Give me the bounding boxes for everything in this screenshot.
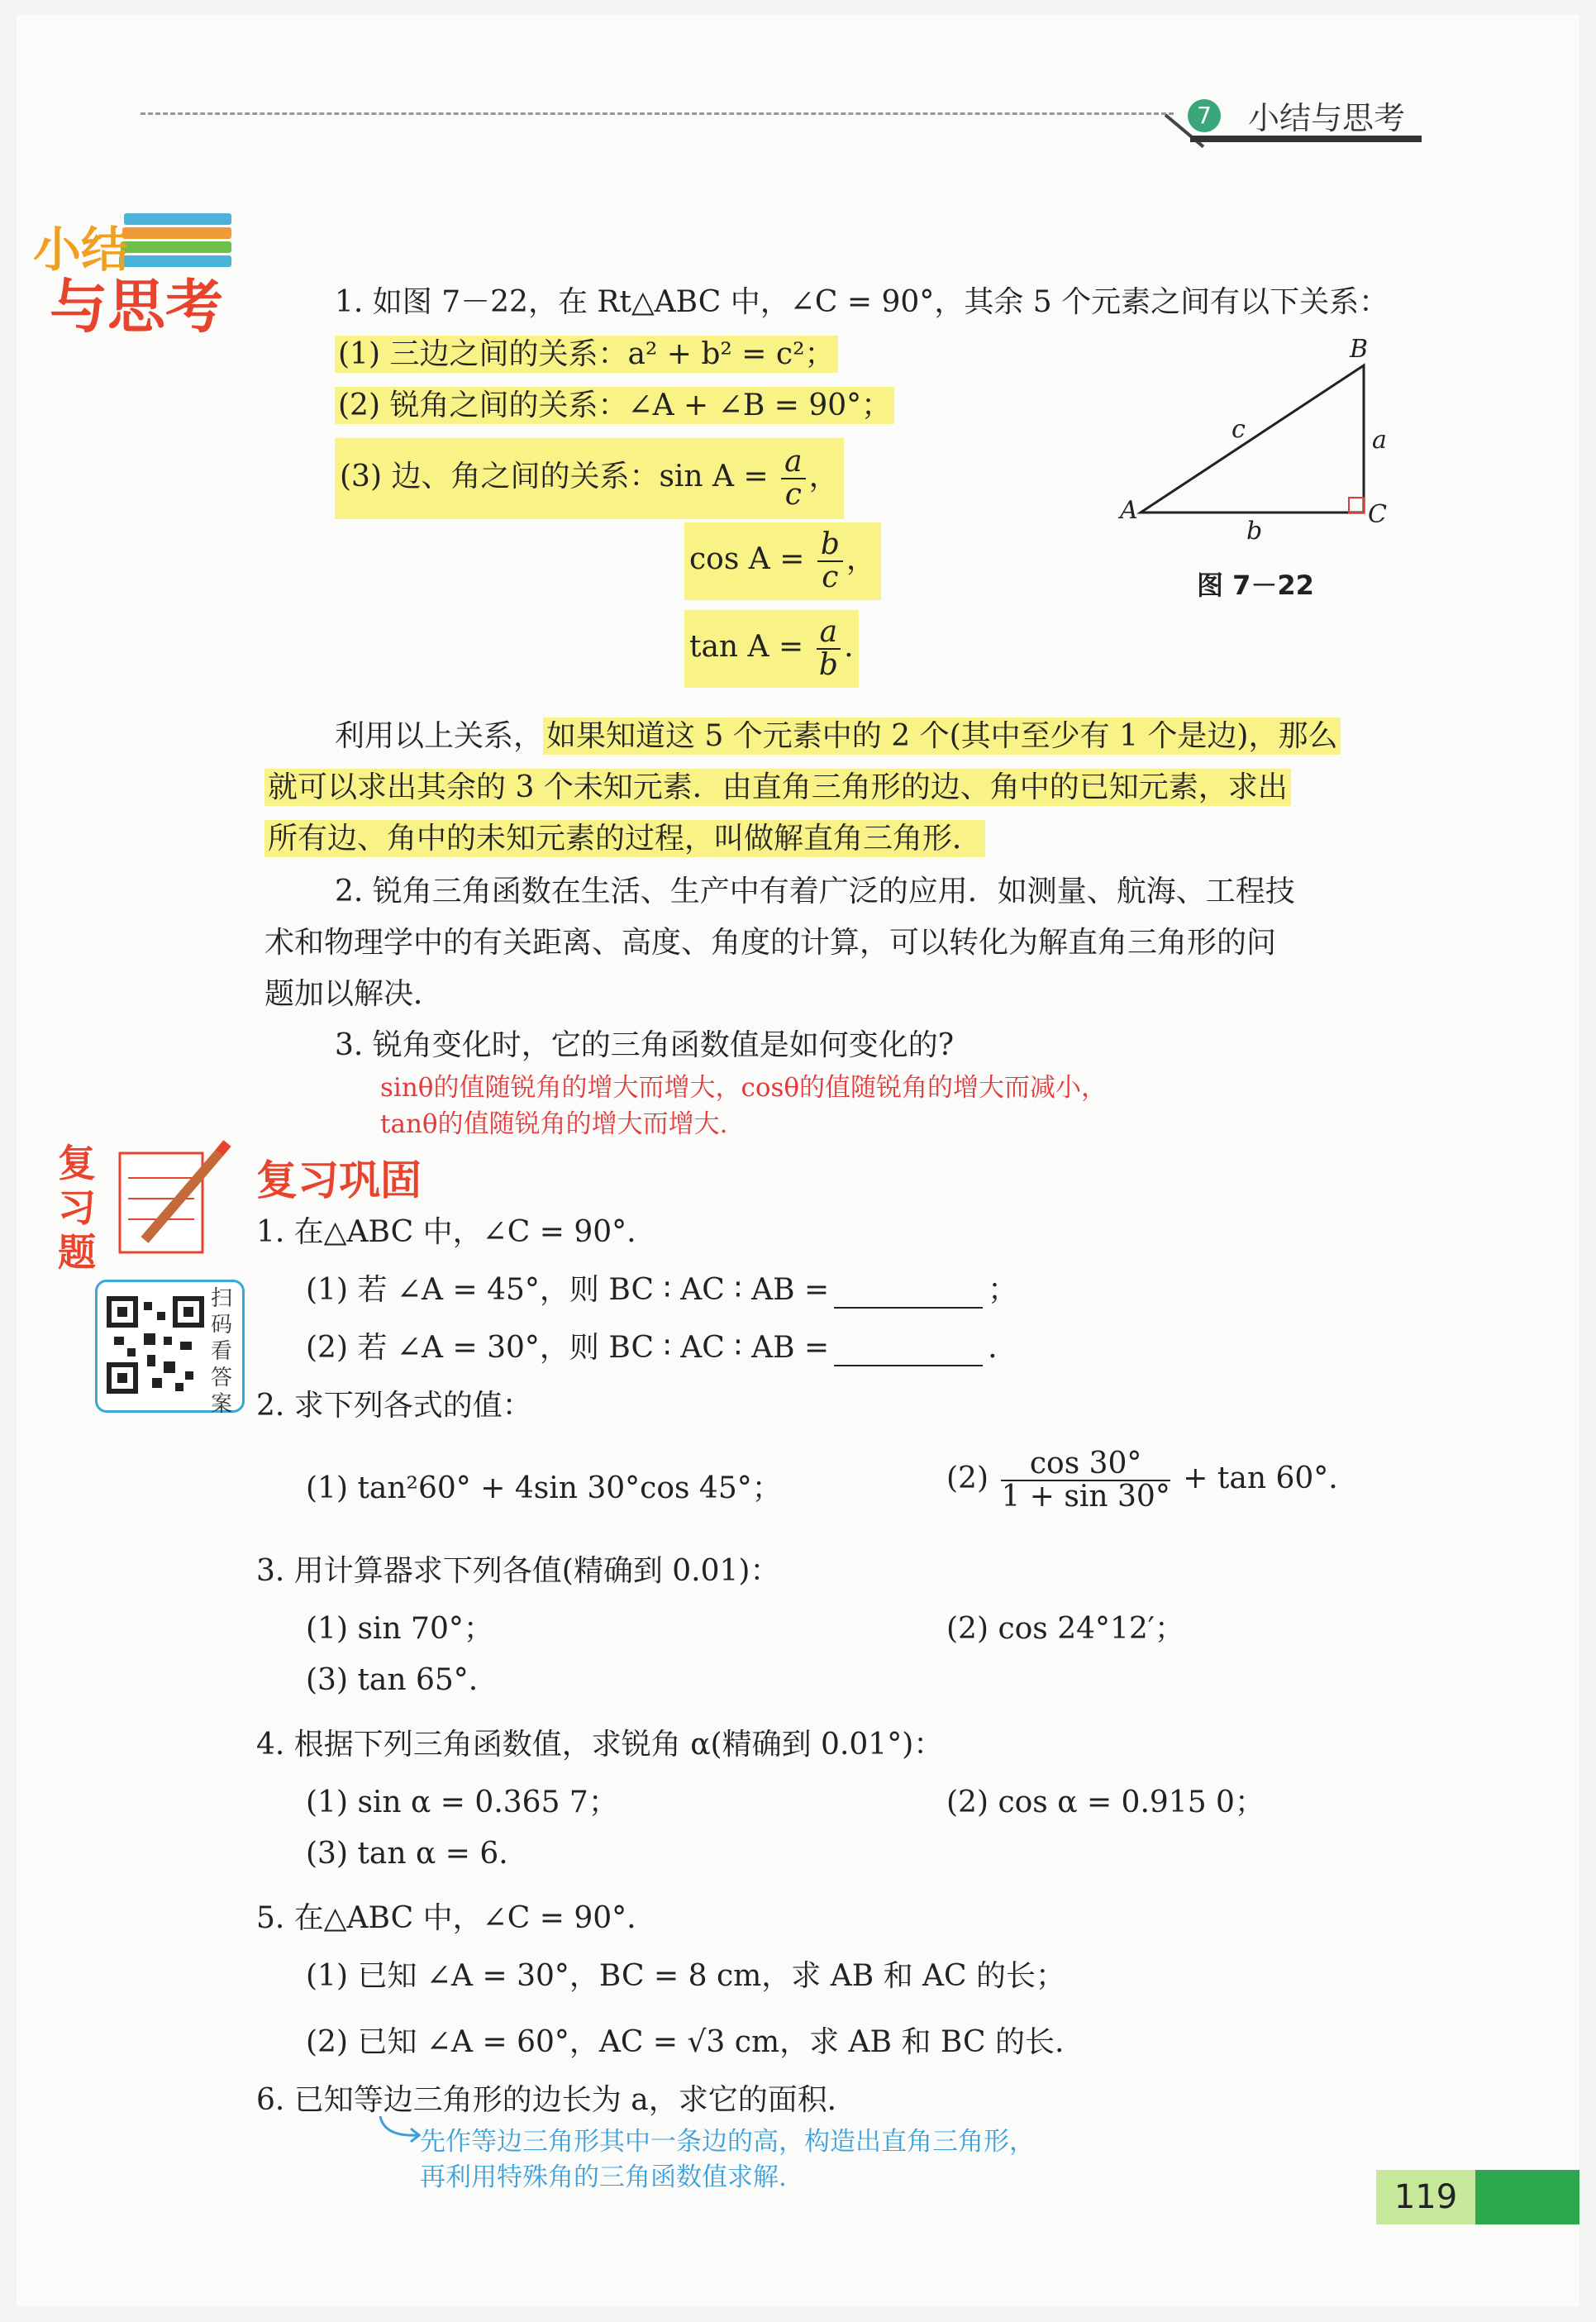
side-a-label: a [1372,426,1387,455]
summary-item2-line3: 题加以解决． [264,977,444,1011]
side-b-label: b [1246,517,1263,546]
relation-angles-text: (2) 锐角之间的关系：∠A + ∠B = 90°； [335,387,894,424]
relation-sin-label: (3) 边、角之间的关系：sin A = [340,459,769,493]
q2-part2 [946,1448,1338,1513]
q1-part2 [306,1324,998,1366]
right-angle-marker [1349,498,1364,513]
hint-arrow-icon [376,2112,426,2145]
q1-stem: 1. 在△ABC 中，∠C = 90°. [256,1215,636,1249]
q4-stem: 4. 根据下列三角函数值，求锐角 α(精确到 0.01°)： [256,1728,944,1762]
handwritten-note-line2: tanθ的值随锐角的增大而增大. [380,1109,728,1139]
relation-sides [335,331,838,373]
q2-part2-denominator: 1 + sin 30° [1001,1479,1170,1514]
sin-denominator: c [784,477,802,512]
q6-stem: 6. 已知等边三角形的边长为 a，求它的面积． [256,2083,857,2117]
hint-note-line2: 再利用特殊角的三角函数值求解. [420,2162,787,2192]
q1-part1-text: (1) 若 ∠A = 45°，则 BC ∶ AC ∶ AB = [306,1273,830,1307]
para1-line2-highlight: 就可以求出其余的 3 个未知元素．由直角三角形的边、角中的已知元素，求出 [264,769,1291,806]
relation-sides-text: (1) 三边之间的关系：a² + b² = c²； [335,336,838,373]
para1-line2 [264,764,1291,806]
sin-numerator: a [781,446,805,479]
q3-stem: 3. 用计算器求下列各值(精确到 0.01)： [256,1554,780,1588]
para1-line1-highlight: 如果知道这 5 个元素中的 2 个(其中至少有 1 个是边)，那么 [543,718,1341,755]
tan-numerator: a [817,617,841,650]
triangle-outline [1141,365,1364,513]
summary-item1-intro: 1. 如图 7－22，在 Rt△ABC 中，∠C = 90°，其余 5 个元素之间有以下关系： [335,285,1389,319]
tan-denominator: b [818,647,838,682]
review-section-title: 复习巩固 [256,1156,422,1204]
chapter-number-badge: 7 [1188,99,1221,132]
q1-part1-blank[interactable] [834,1282,983,1309]
summary-item3: 3. 锐角变化时，它的三角函数值是如何变化的? [335,1028,955,1062]
q4-part1: (1) sin α = 0.365 7； [306,1786,618,1819]
relation-sides-angles: (3) 边、角之间的关系：sin A = $\frac{a}{c}$ ， [335,438,844,519]
vertex-A-label: A [1120,496,1138,525]
tan-label: tan A = [689,629,804,664]
q1-part2-blank[interactable] [834,1340,983,1366]
cos-numerator: b [817,529,843,562]
q1-part2-text: (2) 若 ∠A = 30°，则 BC ∶ AC ∶ AB = [306,1331,830,1365]
cos-label: cos A = [689,541,805,576]
para1-line1-start: 利用以上关系， [335,719,544,753]
q3-part1: (1) sin 70°； [306,1612,493,1646]
para1-line3 [264,815,985,857]
page-number: 119 [1376,2170,1475,2224]
summary-item2-line1: 2. 锐角三角函数在生活、生产中有着广泛的应用．如测量、航海、工程技 [335,875,1295,908]
q2-part2-numerator: cos 30° [1001,1448,1170,1481]
relation-tan: tan A = $\frac{a}{b}$ . [684,610,859,688]
chapter-title: 小结与思考 [1248,100,1406,136]
review-logo: 复习题 [58,1141,96,1275]
vertex-C-label: C [1368,500,1387,529]
cos-denominator: c [822,560,839,594]
notebook-pencil-icon [103,1137,236,1261]
para1-line3-highlight: 所有边、角中的未知元素的过程，叫做解直角三角形． [264,820,985,857]
relation-angles [335,382,894,424]
para1-line1 [335,713,1341,755]
q2-part1: (1) tan²60° + 4sin 30°cos 45°； [306,1471,782,1505]
q3-part3: (3) tan 65°. [306,1663,479,1697]
q2-part2-label: (2) [946,1461,989,1495]
hint-note-line1: 先作等边三角形其中一条边的高，构造出直角三角形， [420,2127,1035,2157]
q5-stem: 5. 在△ABC 中，∠C = 90°. [256,1901,636,1935]
q1-part1-end: ； [988,1273,1018,1307]
summary-item2-line2: 术和物理学中的有关距离、高度、角度的计算，可以转化为解直角三角形的问 [264,926,1277,960]
qr-code-label: 扫码看答案 [211,1286,233,1417]
q4-part2: (2) cos α = 0.915 0； [946,1786,1265,1819]
q5-part1: (1) 已知 ∠A = 30°，BC = 8 cm，求 AB 和 AC 的长； [306,1959,1066,1993]
q3-part2: (2) cos 24°12′； [946,1612,1184,1646]
q2-stem: 2. 求下列各式的值： [256,1389,532,1423]
vertex-B-label: B [1350,335,1369,364]
side-c-label: c [1232,415,1246,444]
qr-code-icon [106,1295,205,1395]
q1-part1 [306,1266,1017,1309]
q2-part2-end: + tan 60°. [1183,1461,1338,1495]
right-triangle-figure [1108,331,1422,603]
q5-part2: (2) 已知 ∠A = 60°，AC = √3 cm，求 AB 和 BC 的长. [306,2025,1065,2059]
handwritten-note-line1: sinθ的值随锐角的增大而增大，cosθ的值随锐角的增大而减小， [380,1073,1108,1103]
q4-part3: (3) tan α = 6. [306,1837,508,1871]
section-logo-line1: 小结 [33,222,130,278]
q1-part2-end: . [988,1331,998,1365]
section-logo-line2: 与思考 [50,273,223,341]
relation-cos: cos A = $\frac{b}{c}$ ， [684,522,881,600]
figure-caption: 图 7－22 [1197,570,1314,601]
header-dashed-line [141,112,1174,115]
